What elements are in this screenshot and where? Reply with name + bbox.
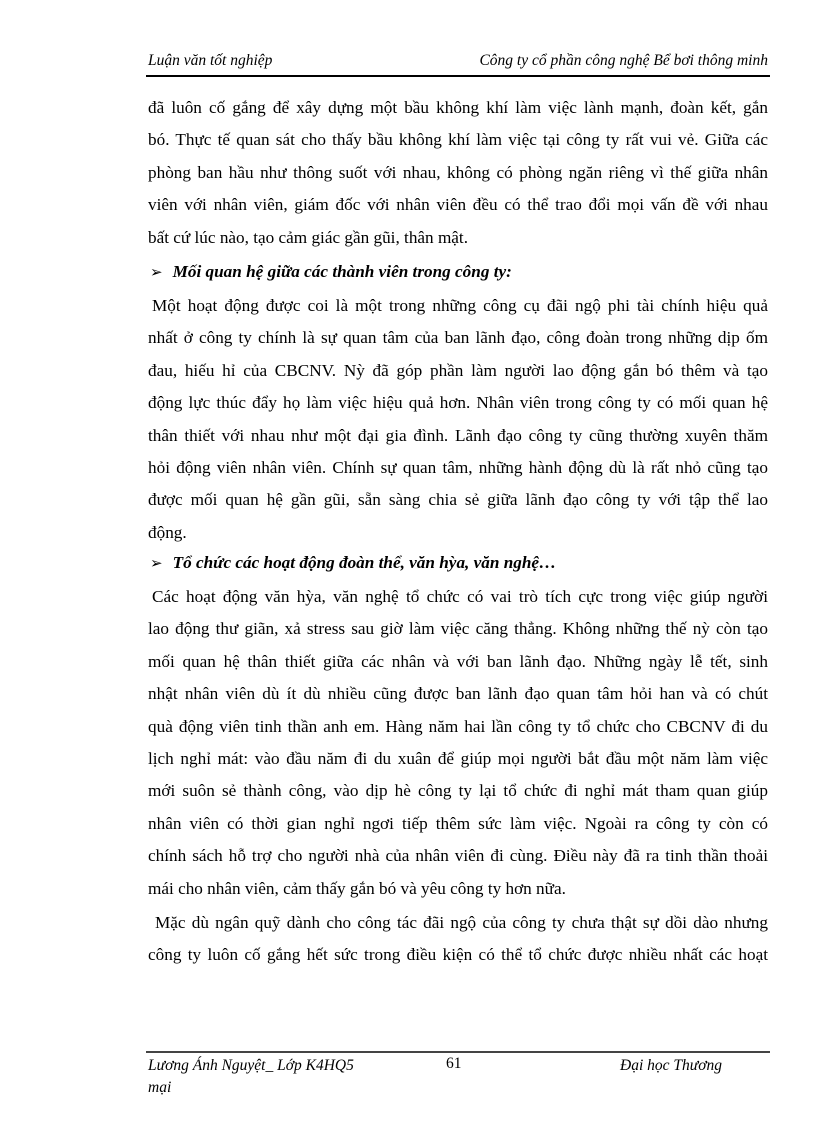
text-line: nhân viên có thời gian nghỉ ngơi tiếp thêm sức làm việc. Ngoài ra công ty còn có: [148, 813, 768, 833]
header-left: Luận văn tốt nghiệp: [148, 52, 273, 69]
section-heading-text: Mối quan hệ giữa các thành viên trong công ty:: [172, 262, 512, 281]
section-heading: [150, 553, 556, 574]
text-line: đã luôn cố gắng để xây dựng một bầu không khí làm việc lành mạnh, đoàn kết, gắn: [148, 98, 768, 117]
text-line: mới suôn sẻ thành công, vào dịp hè công ty lại tổ chức đi nghỉ mát tham quan giúp: [148, 781, 768, 801]
header-rule: [146, 75, 770, 77]
section-heading-text: Tổ chức các hoạt động đoàn thể, văn hỳa, văn nghệ…: [172, 553, 557, 572]
text-line: bó. Thực tế quan sát cho thấy bầu không khí làm việc tại công ty rất vui vẻ. Giữa các: [148, 130, 768, 150]
text-line: nhật nhân viên dù ít dù nhiều cũng được ban lãnh đạo quan tâm hỏi han và có chút: [148, 684, 768, 704]
text-line: động.: [148, 522, 187, 542]
text-line: Các hoạt động văn hỳa, văn nghệ tổ chức có vai trò tích cực trong việc giúp người: [152, 587, 768, 606]
text-line: phòng ban hầu như thông suốt với nhau, không có phòng ngăn riêng vì thế giữa nhân: [148, 162, 768, 182]
text-line: mối quan hệ thân thiết giữa các nhân và với ban lãnh đạo. Những ngày lễ tết, sinh: [148, 651, 768, 671]
text-line: lao động thư giãn, xả stress sau giờ làm việc căng thẳng. Không những thế nỳ còn tạo: [148, 619, 768, 639]
arrow-bullet-icon: ➢: [150, 265, 163, 281]
text-line: quà động viên tinh thần anh em. Hàng năm hai lần công ty tổ chức cho CBCNV đi du: [148, 716, 768, 736]
text-line: mái cho nhân viên, cảm thấy gắn bó và yêu công ty hơn nữa.: [148, 878, 566, 898]
header-right: Công ty cổ phần công nghệ Bể bơi thông minh: [479, 52, 768, 69]
text-line: chính sách hỗ trợ cho người nhà của nhân viên đi cùng. Điều này đã ra tinh thần thoải: [148, 846, 768, 866]
footer-university: Đại học Thương: [620, 1057, 722, 1074]
text-line: viên với nhân viên, giám đốc với nhân viên đều có thể trao đổi mọi vấn đề với nhau: [148, 195, 768, 215]
footer-author-wrap: mại: [148, 1079, 172, 1096]
page-number: 61: [446, 1055, 462, 1072]
footer-rule: [146, 1051, 770, 1053]
section-heading: [150, 262, 512, 283]
text-line: động lực thúc đẩy họ làm việc hiệu quả hơn. Nhân viên trong công ty có mối quan hệ: [148, 393, 768, 413]
footer-author: Lương Ánh Nguyệt_ Lớp K4HQ5: [148, 1057, 354, 1074]
text-line: lịch nghỉ mát: vào đầu năm đi du xuân để giúp mọi người bắt đầu một năm làm việc: [148, 749, 768, 768]
arrow-bullet-icon: ➢: [150, 556, 163, 572]
text-line: nhất ở công ty chính là sự quan tâm của ban lãnh đạo, công đoàn trong những dịp ốm: [148, 328, 768, 348]
text-line: Một hoạt động được coi là một trong những công cụ đãi ngộ phi tài chính hiệu quả: [152, 296, 768, 315]
text-line: công ty luôn cố gắng hết sức trong điều kiện có thể tổ chức được nhiều nhất các hoạt: [148, 945, 768, 965]
text-line: thân thiết với nhau như một đại gia đình. Lãnh đạo công ty cũng thường xuyên thăm: [148, 425, 768, 445]
text-line: đau, hiếu hỉ của CBCNV. Nỳ đã góp phần làm người lao động gắn bó thêm và tạo: [148, 360, 768, 380]
text-line: hỏi động viên nhân viên. Chính sự quan tâm, những hành động dù là rất nhỏ cũng tạo: [148, 458, 768, 477]
text-line: được mối quan hệ gần gũi, sẵn sàng chia sẻ giữa lãnh đạo công ty với tập thể lao: [148, 490, 768, 510]
text-line: Mặc dù ngân quỹ dành cho công tác đãi ngộ của công ty chưa thật sự dồi dào nhưng: [155, 913, 768, 932]
text-line: bất cứ lúc nào, tạo cảm giác gần gũi, thân mật.: [148, 227, 469, 247]
